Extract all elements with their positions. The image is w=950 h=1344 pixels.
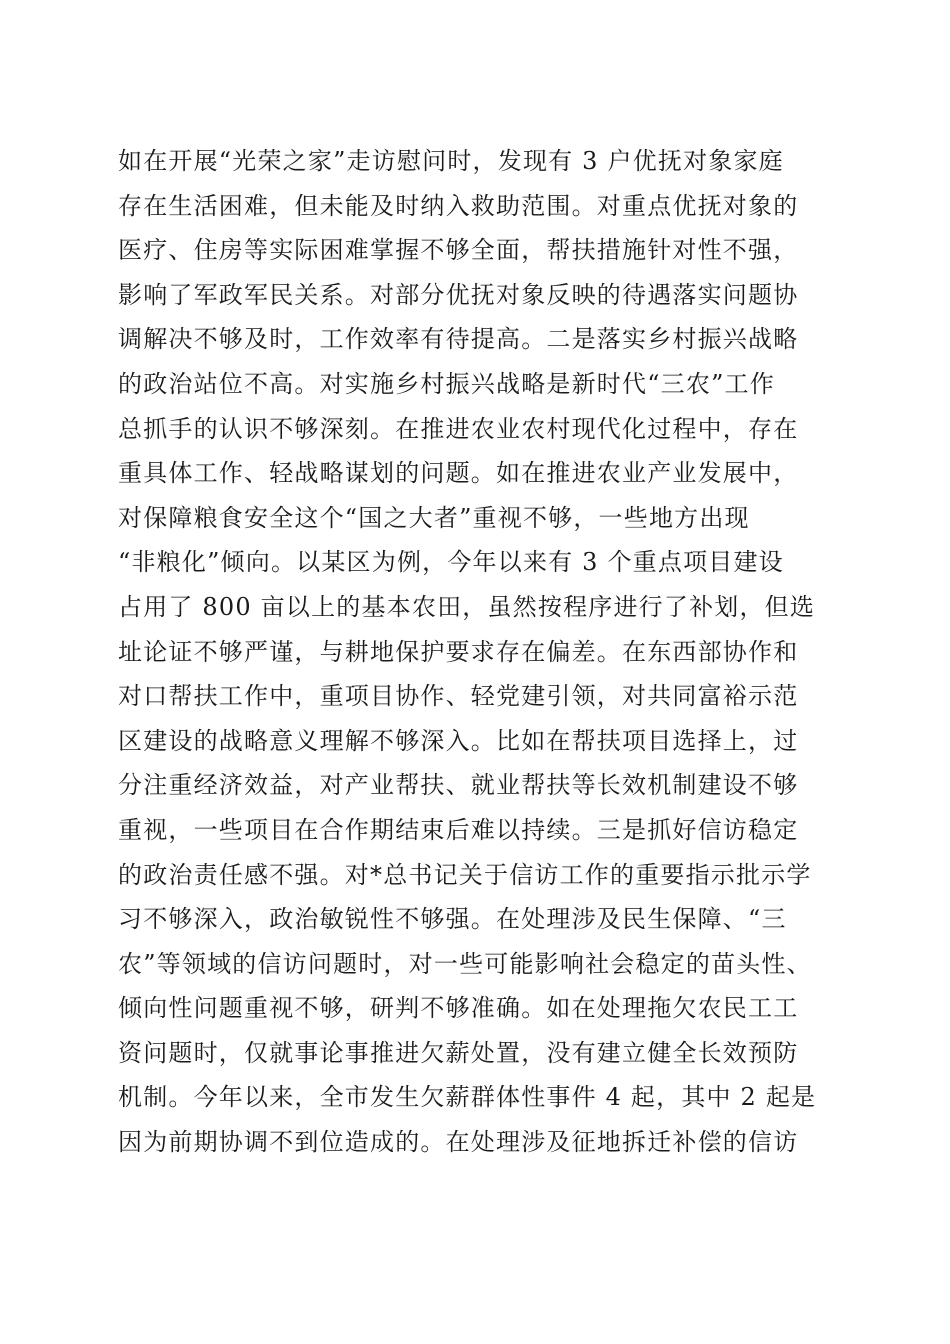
text-line: 如在开展“光荣之家”走访慰问时，发现有 3 户优抚对象家庭 <box>118 147 784 175</box>
text-line: 影响了军政军民关系。对部分优抚对象反映的待遇落实问题协 <box>118 280 799 309</box>
text-line: 农”等领域的信访问题时，对一些可能影响社会稳定的苗头性、 <box>118 949 812 978</box>
text-line: 资问题时，仅就事论事推进欠薪处置，没有建立健全长效预防 <box>118 1038 799 1067</box>
text-line: 对口帮扶工作中，重项目协作、轻党建引领，对共同富裕示范 <box>118 682 799 711</box>
text-line: 重具体工作、轻战略谋划的问题。如在推进农业产业发展中， <box>118 459 799 488</box>
text-line: 区建设的战略意义理解不够深入。比如在帮扶项目选择上，过 <box>118 726 799 755</box>
text-line: 存在生活困难，但未能及时纳入救助范围。对重点优抚对象的 <box>118 191 799 220</box>
text-line: 因为前期协调不到位造成的。在处理涉及征地拆迁补偿的信访 <box>118 1128 799 1157</box>
body-text <box>118 146 818 1172</box>
text-line: 医疗、住房等实际困难掌握不够全面，帮扶措施针对性不强， <box>118 236 799 265</box>
text-line: 的政治责任感不强。对*总书记关于信访工作的重要指示批示学 <box>118 860 812 889</box>
text-line: 倾向性问题重视不够，研判不够准确。如在处理拖欠农民工工 <box>118 994 799 1023</box>
text-line: 的政治站位不高。对实施乡村振兴战略是新时代“三农”工作 <box>118 369 775 398</box>
text-line: 总抓手的认识不够深刻。在推进农业农村现代化过程中，存在 <box>118 414 799 443</box>
text-line: 习不够深入，政治敏锐性不够强。在处理涉及民生保障、“三 <box>118 905 787 934</box>
text-line: 分注重经济效益，对产业帮扶、就业帮扶等长效机制建设不够 <box>118 771 799 800</box>
text-line: 对保障粮食安全这个“国之大者”重视不够，一些地方出现 <box>118 503 750 532</box>
text-line: 占用了 800 亩以上的基本农田，虽然按程序进行了补划，但选 <box>118 592 816 621</box>
text-line: 址论证不够严谨，与耕地保护要求存在偏差。在东西部协作和 <box>118 637 799 666</box>
text-line: “非粮化”倾向。以某区为例，今年以来有 3 个重点项目建设 <box>118 548 784 577</box>
text-line: 重视，一些项目在合作期结束后难以持续。三是抓好信访稳定 <box>118 815 799 844</box>
text-line: 机制。今年以来，全市发生欠薪群体性事件 4 起，其中 2 起是 <box>118 1083 817 1112</box>
text-line: 调解决不够及时，工作效率有待提高。二是落实乡村振兴战略 <box>118 325 799 354</box>
